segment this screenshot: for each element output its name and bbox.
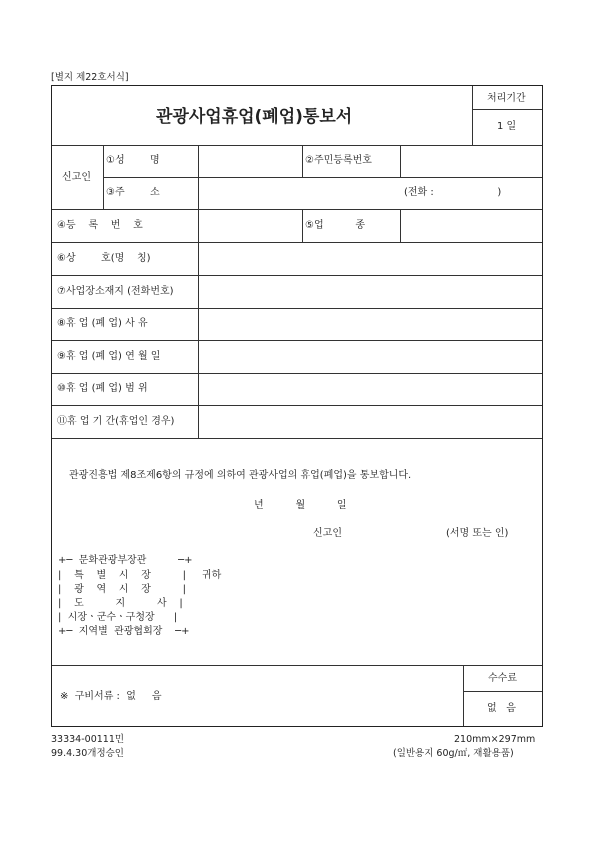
phone-label: (전화 : ) [404, 187, 502, 198]
footer-paper: (일반용지 60g/㎡, 재활용품) [393, 748, 514, 759]
fee-value: 없 음 [487, 703, 516, 714]
rule-v-labels [198, 146, 199, 438]
signature-note: (서명 또는 인) [446, 528, 509, 539]
reason-label: ⑧휴 업 (폐 업) 사 유 [57, 318, 148, 329]
footer-size: 210mm×297mm [454, 734, 536, 745]
rule-v-industry [302, 210, 303, 242]
rule-title-bottom [52, 145, 542, 146]
trade-name-label: ⑥상 호(명 칭) [57, 253, 151, 264]
resident-no-label: ②주민등록번호 [305, 155, 372, 166]
footer-approval: 99.4.30개정승인 [51, 748, 124, 759]
date-label: ⑨휴 업 (폐 업) 연 월 일 [57, 351, 161, 362]
rule-scope-bottom [52, 405, 542, 406]
processing-label: 처리기간 [487, 93, 526, 104]
footer-code: 33334-00111민 [51, 734, 125, 745]
rule-v-processing [472, 86, 473, 145]
location-label: ⑦사업장소재지 (전화번호) [57, 286, 174, 297]
attachments-note: ※ 구비서류 : 없 음 [60, 691, 162, 702]
industry-label: ⑤업 종 [305, 220, 366, 231]
rule-address-bottom [52, 209, 542, 210]
period-label: ⑪휴 업 기 간(휴업인 경우) [57, 416, 175, 427]
rule-reason-bottom [52, 340, 542, 341]
reg-no-label: ④등 록 번 호 [57, 220, 143, 231]
rule-date-bottom [52, 373, 542, 374]
rule-v-resident-value [400, 146, 401, 177]
rule-fee [463, 691, 542, 692]
rule-reg-bottom [52, 242, 542, 243]
scope-label: ⑩휴 업 (폐 업) 범 위 [57, 383, 148, 394]
name-label: ①성 명 [106, 155, 160, 166]
rule-location-bottom [52, 308, 542, 309]
addressee-line: | 광 역 시 장 | [58, 584, 187, 595]
addressee-line: | 도 지 사 | [58, 598, 183, 609]
rule-trade-bottom [52, 275, 542, 276]
addressee-line: | 시장ㆍ군수ㆍ구청장 | [58, 612, 178, 623]
date-line: 년 월 일 [254, 500, 347, 511]
fee-label: 수수료 [488, 673, 517, 684]
form-number-label: [별지 제22호서식] [51, 72, 129, 83]
rule-v-reporter [103, 146, 104, 209]
rule-period-bottom [52, 438, 542, 439]
addressee-line: | 특 별 시 장 | 귀하 [58, 570, 222, 581]
rule-processing [472, 109, 542, 110]
processing-value: 1 일 [497, 121, 517, 132]
rule-body-bottom [52, 665, 542, 666]
statement-text: 관광진흥법 제8조제6항의 규정에 의하여 관광사업의 휴업(폐업)을 통보합니다. [69, 470, 412, 481]
rule-v-resident [302, 146, 303, 177]
rule-name-bottom [103, 177, 542, 178]
rule-v-fee [463, 666, 464, 726]
rule-v-industry-value [400, 210, 401, 242]
signer-label: 신고인 [313, 528, 342, 539]
addressee-line: +─ 지역별 관광협회장 ─+ [58, 626, 190, 637]
form-title: 관광사업휴업(폐업)통보서 [156, 107, 353, 127]
address-label: ③주 소 [106, 187, 160, 198]
reporter-group-label: 신고인 [62, 172, 91, 183]
addressee-line: +─ 문화관광부장관 ─+ [58, 555, 193, 566]
